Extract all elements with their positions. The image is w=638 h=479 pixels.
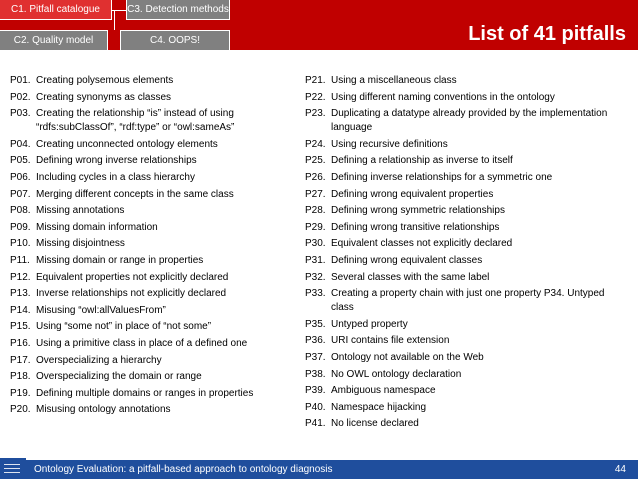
pitfall-text: Namespace hijacking xyxy=(331,401,427,413)
pitfall-text: Creating unconnected ontology elements xyxy=(36,138,218,150)
pitfall-number: P06. xyxy=(10,171,31,183)
pitfall-text: Overspecializing a hierarchy xyxy=(36,354,162,366)
nav-pitfall-catalogue[interactable]: C1. Pitfall catalogue xyxy=(0,0,112,20)
pitfall-text: Defining inverse relationships for a symmetric one xyxy=(331,171,553,183)
pitfall-number: P24. xyxy=(305,138,326,150)
pitfall-text: Ambiguous namespace xyxy=(331,385,436,397)
pitfall-number: P30. xyxy=(305,238,326,250)
pitfall-list-right xyxy=(305,74,630,434)
pitfall-text: Inverse relationships not explicitly declared xyxy=(36,288,227,300)
pitfall-number: P39. xyxy=(305,385,326,397)
pitfall-text: Duplicating a datatype already provided by the implementation language xyxy=(331,108,608,134)
pitfall-number: P12. xyxy=(10,271,31,283)
list-item xyxy=(305,188,630,202)
footer-bar xyxy=(26,460,638,479)
pitfall-text: Creating polysemous elements xyxy=(36,75,174,86)
pitfall-number: P23. xyxy=(305,108,326,120)
list-item xyxy=(10,254,292,268)
pitfall-number: P40. xyxy=(305,401,326,413)
list-item xyxy=(305,287,630,315)
pitfall-text: Using recursive definitions xyxy=(331,138,448,150)
list-item xyxy=(10,74,292,88)
list-item xyxy=(10,370,292,384)
pitfall-number: P18. xyxy=(10,371,31,383)
list-item xyxy=(10,387,292,401)
list-item xyxy=(305,154,630,168)
pitfall-text: Defining wrong equivalent properties xyxy=(331,188,494,200)
list-item xyxy=(305,384,630,398)
pitfall-text: Equivalent classes not explicitly declared xyxy=(331,238,513,250)
list-item xyxy=(305,237,630,251)
list-item xyxy=(10,320,292,334)
list-item xyxy=(10,304,292,318)
nav-connector xyxy=(114,10,115,30)
list-item xyxy=(305,334,630,348)
pitfall-number: P15. xyxy=(10,321,31,333)
list-item xyxy=(10,403,292,417)
pitfall-text: Several classes with the same label xyxy=(331,271,490,283)
pitfall-number: P31. xyxy=(305,254,326,266)
list-item xyxy=(10,171,292,185)
list-item xyxy=(305,171,630,185)
pitfall-number: P32. xyxy=(305,271,326,283)
pitfall-text: Creating the relationship “is” instead of using “rdfs:subClassOf”, “rdf:type” or “owl:sameAs” xyxy=(36,108,235,134)
pitfall-number: P08. xyxy=(10,205,31,217)
pitfall-number: P07. xyxy=(10,188,31,200)
pitfall-text: Defining wrong inverse relationships xyxy=(36,155,197,167)
pitfall-text: URI contains file extension xyxy=(331,335,450,347)
slide-title: List of 41 pitfalls xyxy=(468,23,626,45)
pitfall-text: Defining wrong symmetric relationships xyxy=(331,205,505,217)
header-bar xyxy=(0,0,638,50)
pitfall-text: Creating synonyms as classes xyxy=(36,91,172,103)
pitfall-text: Defining wrong transitive relationships xyxy=(331,221,500,233)
pitfall-text: Using “some not” in place of “not some” xyxy=(36,321,212,333)
pitfall-text: Using a miscellaneous class xyxy=(331,75,457,86)
footer-title: Ontology Evaluation: a pitfall-based approach to ontology diagnosis xyxy=(34,464,333,475)
pitfall-text: Including cycles in a class hierarchy xyxy=(36,171,195,183)
list-item xyxy=(305,417,630,431)
pitfall-text: Defining a relationship as inverse to itself xyxy=(331,155,513,167)
pitfall-text: Using a primitive class in place of a defined one xyxy=(36,337,248,349)
logo-icon xyxy=(0,458,26,479)
pitfall-number: P01. xyxy=(10,75,31,86)
pitfall-text: Defining multiple domains or ranges in properties xyxy=(36,387,254,399)
pitfall-text: Overspecializing the domain or range xyxy=(36,371,202,383)
list-item xyxy=(305,271,630,285)
list-item xyxy=(305,91,630,105)
pitfall-number: P27. xyxy=(305,188,326,200)
list-item xyxy=(10,237,292,251)
pitfall-number: P13. xyxy=(10,288,31,300)
list-item xyxy=(10,204,292,218)
list-item xyxy=(305,74,630,88)
nav-quality-model[interactable]: C2. Quality model xyxy=(0,30,108,50)
list-item xyxy=(305,204,630,218)
pitfall-text: Misusing “owl:allValuesFrom” xyxy=(36,304,166,316)
pitfall-number: P29. xyxy=(305,221,326,233)
pitfall-number: P41. xyxy=(305,418,326,430)
pitfall-number: P36. xyxy=(305,335,326,347)
pitfall-number: P05. xyxy=(10,155,31,167)
pitfall-text: No license declared xyxy=(331,418,419,430)
pitfall-number: P03. xyxy=(10,108,31,120)
pitfall-text: Untyped property xyxy=(331,318,408,330)
pitfall-text: Using different naming conventions in the ontology xyxy=(331,91,555,103)
pitfall-number: P28. xyxy=(305,205,326,217)
pitfall-number: P20. xyxy=(10,404,31,416)
pitfall-number: P21. xyxy=(305,75,326,86)
pitfall-number: P37. xyxy=(305,351,326,363)
pitfall-text: Ontology not available on the Web xyxy=(331,351,484,363)
list-item xyxy=(10,337,292,351)
list-item xyxy=(10,354,292,368)
list-item xyxy=(305,138,630,152)
pitfall-text: No OWL ontology declaration xyxy=(331,368,462,380)
list-item xyxy=(10,154,292,168)
pitfall-number: P19. xyxy=(10,387,31,399)
pitfall-number: P35. xyxy=(305,318,326,330)
nav-oops[interactable]: C4. OOPS! xyxy=(120,30,230,50)
list-item xyxy=(305,318,630,332)
list-item xyxy=(10,138,292,152)
pitfall-text: Missing annotations xyxy=(36,205,125,217)
pitfall-text: Equivalent properties not explicitly declared xyxy=(36,271,229,283)
pitfall-number: P11. xyxy=(10,254,30,266)
pitfall-text: Missing domain information xyxy=(36,221,158,233)
pitfall-number: P09. xyxy=(10,221,31,233)
pitfall-text: Missing disjointness xyxy=(36,238,125,250)
pitfall-number: P02. xyxy=(10,91,31,103)
list-item xyxy=(305,368,630,382)
list-item xyxy=(10,287,292,301)
pitfall-number: P17. xyxy=(10,354,31,366)
nav-detection-methods[interactable]: C3. Detection methods xyxy=(126,0,230,20)
list-item xyxy=(305,401,630,415)
list-item xyxy=(10,91,292,105)
list-item xyxy=(305,254,630,268)
pitfall-text: Defining wrong equivalent classes xyxy=(331,254,483,266)
pitfall-number: P16. xyxy=(10,337,31,349)
pitfall-text: Missing domain or range in properties xyxy=(36,254,204,266)
page-number: 44 xyxy=(614,464,626,475)
logo-grid xyxy=(4,461,20,475)
list-item xyxy=(10,107,292,135)
list-item xyxy=(10,221,292,235)
pitfall-text: Merging different concepts in the same class xyxy=(36,188,234,200)
list-item xyxy=(10,271,292,285)
pitfall-number: P26. xyxy=(305,171,326,183)
list-item xyxy=(305,221,630,235)
pitfall-number: P25. xyxy=(305,155,326,167)
pitfall-number: P22. xyxy=(305,91,326,103)
pitfall-number: P04. xyxy=(10,138,31,150)
list-item xyxy=(10,188,292,202)
pitfall-number: P33. xyxy=(305,288,326,300)
list-item xyxy=(305,351,630,365)
pitfall-number: P38. xyxy=(305,368,326,380)
pitfall-list-left xyxy=(10,74,292,420)
pitfall-text: Creating a property chain with just one property P34. Untyped class xyxy=(331,288,605,314)
pitfall-number: P14. xyxy=(10,304,31,316)
list-item xyxy=(305,107,630,135)
pitfall-number: P10. xyxy=(10,238,31,250)
pitfall-text: Misusing ontology annotations xyxy=(36,404,171,416)
